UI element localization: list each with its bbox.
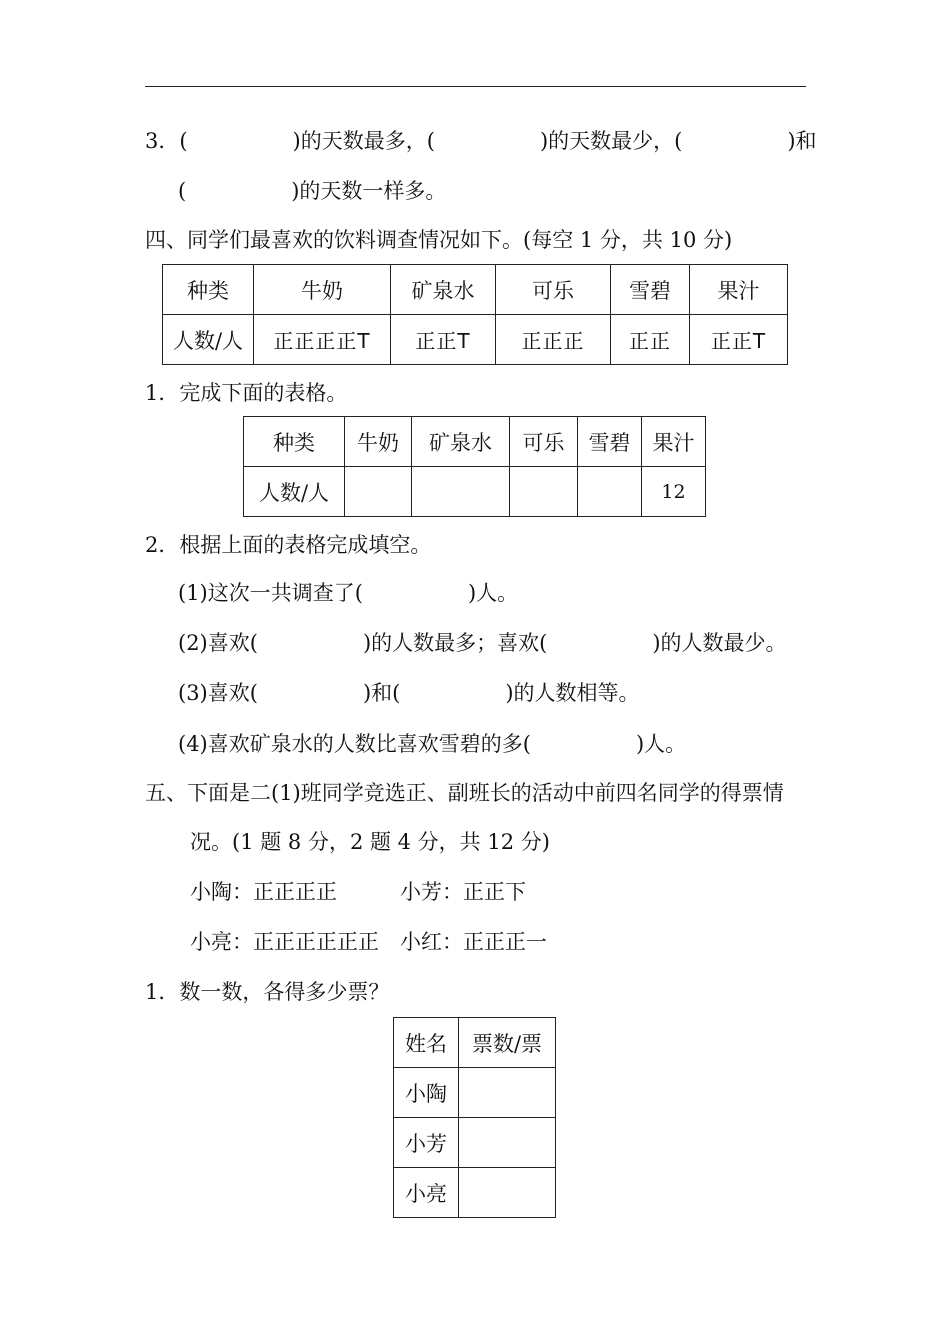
q2-item-3: (3)喜欢( )和( )的人数相等。 (178, 681, 640, 705)
table-row (394, 1068, 556, 1118)
section5-title-line1: 五、下面是二(1)班同学竞选正、副班长的活动中前四名同学的得票情 (145, 781, 784, 805)
table-row (394, 1118, 556, 1168)
answer-cell: 12 (642, 467, 706, 517)
table-header-cell: 牛奶 (345, 417, 412, 467)
table-row (244, 417, 706, 467)
tally-cell: 正正正正T (254, 315, 391, 365)
votes-line2: 小亮：正正正正正正 小红：正正正一 (190, 930, 547, 954)
section4-q1: 1．完成下面的表格。 (145, 381, 348, 405)
answer-cell[interactable] (459, 1118, 556, 1168)
table-header-cell: 可乐 (510, 417, 578, 467)
row-label-cell: 人数/人 (244, 467, 345, 517)
answer-cell[interactable] (345, 467, 412, 517)
table-row (394, 1018, 556, 1068)
name-cell: 小芳 (394, 1118, 459, 1168)
table-header-cell: 雪碧 (578, 417, 642, 467)
tally-cell: 正正 (611, 315, 690, 365)
answer-cell[interactable] (459, 1168, 556, 1218)
name-cell: 小陶 (394, 1068, 459, 1118)
section4-q2: 2．根据上面的表格完成填空。 (145, 533, 432, 557)
table-header-cell: 姓名 (394, 1018, 459, 1068)
table-row (163, 265, 788, 315)
votes-line1: 小陶：正正正正 小芳：正正下 (190, 880, 526, 904)
row-label-cell: 人数/人 (163, 315, 254, 365)
vote-count-table (393, 1017, 556, 1218)
q3-line1: 3．( )的天数最多，( )的天数最少，( )和 (145, 129, 817, 153)
table-header-cell: 雪碧 (611, 265, 690, 315)
survey-tally-table (162, 264, 788, 365)
table-header-cell: 可乐 (496, 265, 611, 315)
name-cell: 小亮 (394, 1168, 459, 1218)
table-header-cell: 种类 (163, 265, 254, 315)
tally-cell: 正正正 (496, 315, 611, 365)
answer-cell[interactable] (459, 1068, 556, 1118)
table-row (394, 1168, 556, 1218)
table-header-cell: 果汁 (642, 417, 706, 467)
q2-item-1: (1)这次一共调查了( )人。 (178, 581, 519, 605)
table-header-cell: 矿泉水 (391, 265, 496, 315)
q2-item-4: (4)喜欢矿泉水的人数比喜欢雪碧的多( )人。 (178, 732, 687, 756)
section5-title-line2: 况。(1 题 8 分，2 题 4 分，共 12 分) (190, 830, 550, 854)
table-row (244, 467, 706, 517)
table-header-cell: 票数/票 (459, 1018, 556, 1068)
table-row (163, 315, 788, 365)
tally-cell: 正正T (391, 315, 496, 365)
top-rule (145, 86, 806, 87)
fill-count-table (243, 416, 706, 517)
q2-item-2: (2)喜欢( )的人数最多；喜欢( )的人数最少。 (178, 631, 787, 655)
section4-title: 四、同学们最喜欢的饮料调查情况如下。(每空 1 分，共 10 分) (145, 228, 733, 252)
table-header-cell: 种类 (244, 417, 345, 467)
section5-q1: 1．数一数，各得多少票？ (145, 980, 390, 1004)
table-header-cell: 果汁 (690, 265, 788, 315)
table-header-cell: 牛奶 (254, 265, 391, 315)
answer-cell[interactable] (578, 467, 642, 517)
table-header-cell: 矿泉水 (412, 417, 510, 467)
q3-line2: ( )的天数一样多。 (178, 179, 447, 203)
answer-cell[interactable] (412, 467, 510, 517)
answer-cell[interactable] (510, 467, 578, 517)
tally-cell: 正正T (690, 315, 788, 365)
